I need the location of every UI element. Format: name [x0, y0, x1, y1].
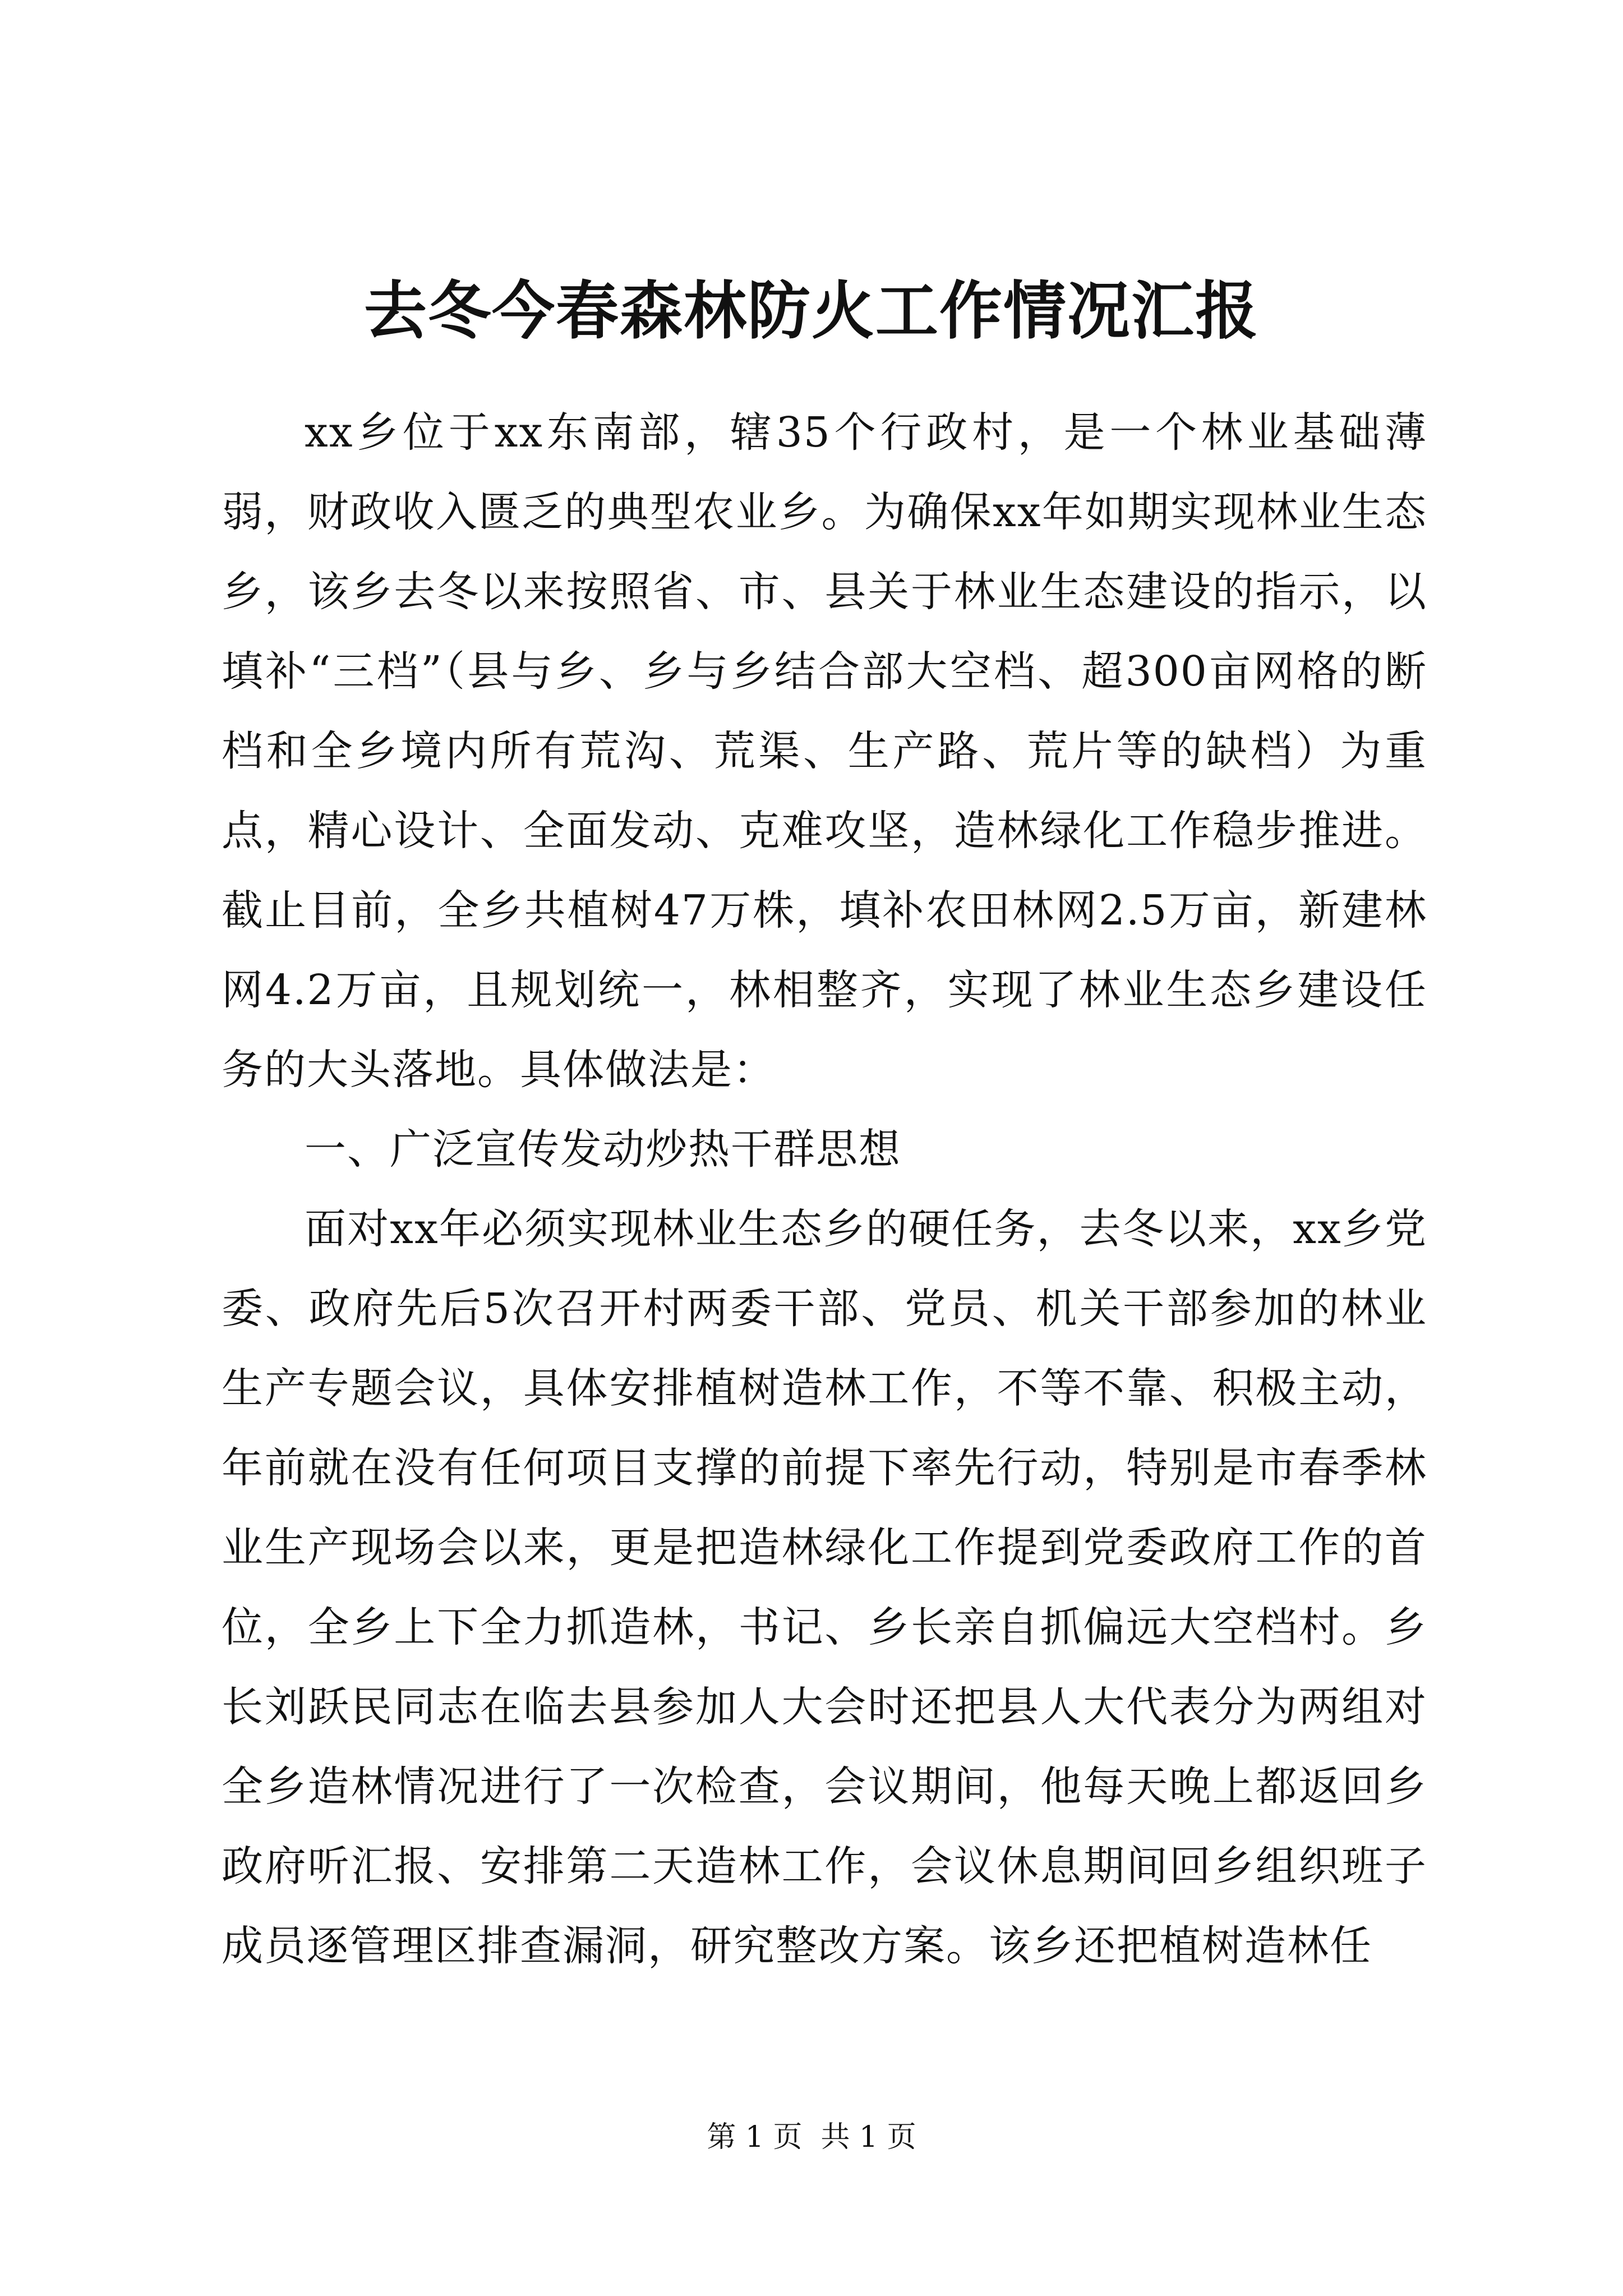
document-title: 去冬今春森林防火工作情况汇报 [364, 274, 1259, 348]
paragraph-section-1: 面对xx年必须实现林业生态乡的硬任务，去冬以来，xx乡党委、政府先后5次召开村两委干部、党员、机关干部参加的林业生产专题会议，具体安排植树造林工作，不等不靠、积极主动，年前就在没有任何项目支撑的前提下率先行动，特别是市春季林业生产现场会以来，更是把造林绿化工作提到党委政府工作的首位，全乡上下全力抓造林，书记、乡长亲自抓偏远大空档村。乡长刘跃民同志在临去县参加人大会时还把县人大代表分为两组对全乡造林情况进行了一次检查，会议期间，他每天晚上都返回乡政府听汇报、安排第二天造林工作，会议休息期间回乡组织班子成员逐管理区排查漏洞，研究整改方案。该乡还把植树造林任 [222, 1205, 1427, 1970]
paragraph-intro: xx乡位于xx东南部，辖35个行政村，是一个林业基础薄弱，财政收入匮乏的典型农业乡。为确保xx年如期实现林业生态乡，该乡去冬以来按照省、市、县关于林业生态建设的指示，以填补“三档”（县与乡、乡与乡结合部大空档、超300亩网格的断档和全乡境内所有荒沟、荒渠、生产路、荒片等的缺档）为重点，精心设计、全面发动、克难攻坚，造林绿化工作稳步推进。截止目前，全乡共植树47万株，填补农田林网2.5万亩，新建林网4.2万亩，且规划统一，林相整齐，实现了林业生态乡建设任务的大头落地。具体做法是： [222, 408, 1427, 1094]
page-footer: 第 1 页 共 1 页 [707, 2120, 916, 2154]
section-heading: 一、广泛宣传发动炒热干群思想 [305, 1125, 901, 1174]
document-body [222, 393, 1427, 1986]
